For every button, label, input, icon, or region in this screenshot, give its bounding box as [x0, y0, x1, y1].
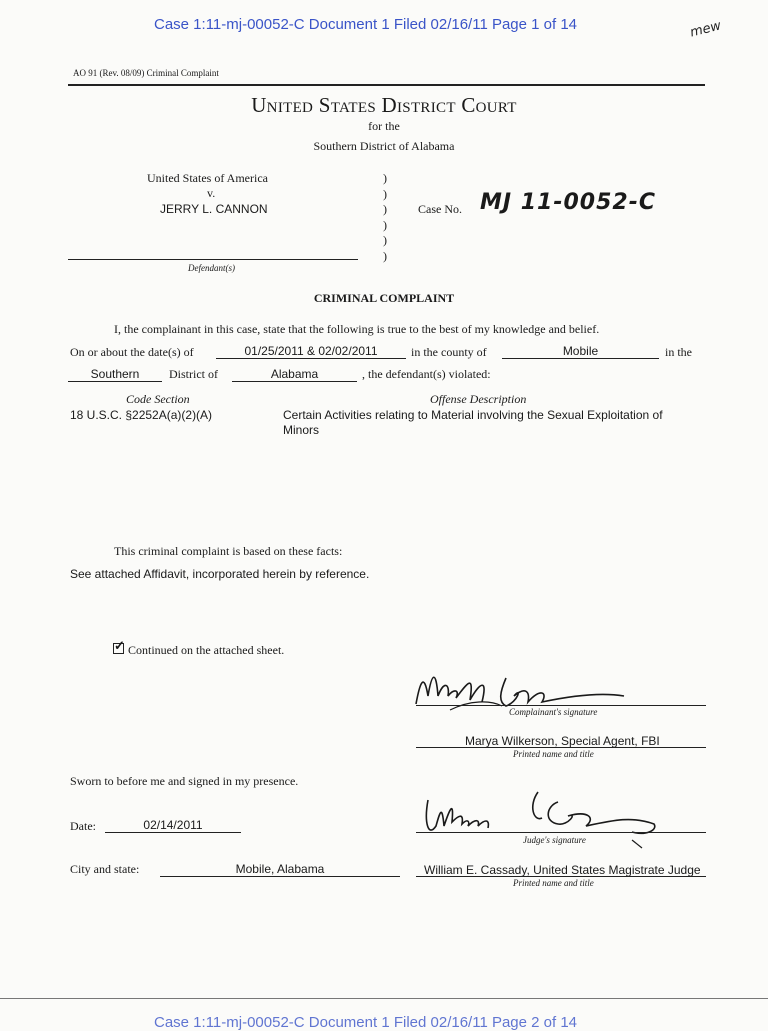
facts-label: This criminal complaint is based on these facts: — [114, 544, 343, 558]
defendant-label: Defendant(s) — [188, 263, 235, 273]
complaint-statement: I, the complainant in this case, state that the following is true to the best of my knowledge and belief. — [114, 322, 600, 336]
offense-description-line2: Minors — [283, 423, 320, 437]
in-the-label: in the — [665, 345, 692, 359]
judge-printed-label: Printed name and title — [513, 878, 594, 888]
violated-label: , the defendant(s) violated: — [362, 367, 491, 381]
versus: v. — [207, 186, 216, 200]
complainant-name-rule — [416, 747, 706, 748]
offense-description-line1: Certain Activities relating to Material involving the Sexual Exploitation of — [283, 408, 663, 422]
caption-brackets: ) ) ) ) ) ) — [383, 171, 387, 263]
facts-text: See attached Affidavit, incorporated herein by reference. — [70, 567, 370, 581]
date-value: 02/14/2011 — [105, 818, 241, 833]
complainant-printed-label: Printed name and title — [513, 749, 594, 759]
in-county-label: in the county of — [411, 345, 487, 359]
court-for-the: for the — [368, 119, 400, 133]
judge-printed-name: William E. Cassady, United States Magistrate Judge — [424, 863, 701, 877]
continued-checkbox[interactable] — [113, 638, 125, 654]
district-of-label: District of — [169, 367, 218, 381]
state-value: Alabama — [232, 367, 357, 382]
city-state-value: Mobile, Alabama — [160, 862, 400, 877]
county-value: Mobile — [502, 344, 659, 359]
court-title: United States District Court — [251, 93, 517, 117]
case-no-label: Case No. — [418, 202, 462, 216]
page-separator — [0, 998, 768, 999]
city-state-label: City and state: — [70, 862, 140, 876]
defendant-name: JERRY L. CANNON — [160, 202, 268, 216]
judge-signature-rule — [416, 832, 706, 833]
complainant-signature-label: Complainant's signature — [509, 707, 598, 717]
on-or-about-label: On or about the date(s) of — [70, 345, 194, 359]
complainant-signature-rule — [416, 705, 706, 706]
sworn-statement: Sworn to before me and signed in my presence. — [70, 774, 299, 788]
judge-signature-label: Judge's signature — [523, 835, 586, 845]
header-rule — [68, 84, 705, 86]
handwritten-note: mew — [688, 18, 723, 41]
code-section-value: 18 U.S.C. §2252A(a)(2)(A) — [70, 408, 213, 422]
code-section-label: Code Section — [126, 392, 190, 406]
complaint-heading: CRIMINAL COMPLAINT — [313, 291, 455, 305]
defendant-rule — [68, 259, 358, 260]
offense-description-label: Offense Description — [430, 392, 527, 406]
offense-dates: 01/25/2011 & 02/02/2011 — [216, 344, 406, 359]
district-direction: Southern — [68, 367, 162, 382]
form-number: AO 91 (Rev. 08/09) Criminal Complaint — [73, 68, 219, 78]
next-page-stamp: Case 1:11-mj-00052-C Document 1 Filed 02/16/11 Page 2 of 14 — [154, 1014, 578, 1031]
checkmark-icon: ✓ — [114, 638, 125, 653]
date-label: Date: — [70, 819, 96, 833]
court-district: Southern District of Alabama — [313, 139, 455, 153]
complainant-printed-name: Marya Wilkerson, Special Agent, FBI — [465, 734, 660, 748]
continued-label: Continued on the attached sheet. — [128, 643, 285, 657]
case-no-value: MJ 11-0052-C — [480, 190, 656, 215]
plaintiff-name: United States of America — [147, 171, 268, 185]
case-header-stamp: Case 1:11-mj-00052-C Document 1 Filed 02/16/11 Page 1 of 14 — [154, 16, 578, 33]
judge-name-rule — [416, 876, 706, 877]
